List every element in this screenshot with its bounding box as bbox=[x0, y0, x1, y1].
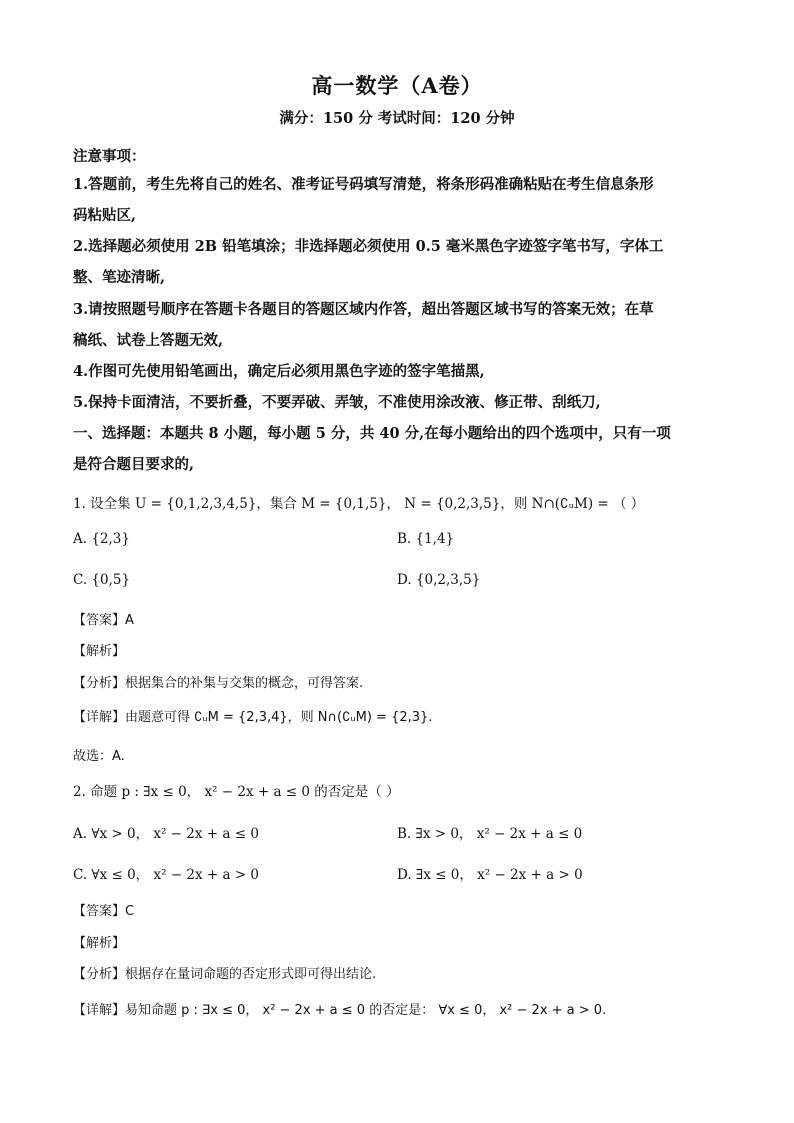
notice-line: 3.请按照题号顺序在答题卡各题目的答题区域内作答，超出答题区域书写的答案无效；在草 bbox=[73, 301, 654, 318]
notice-line: 2.选择题必须使用 2B 铅笔填涂；非选择题必须使用 0.5 毫米黑色字迹签字笔书写，字体工 bbox=[73, 238, 664, 255]
q2-option-a: A. ∀x > 0， x² − 2x + a ≤ 0 bbox=[73, 826, 259, 842]
page-title: 高一数学（A卷） bbox=[311, 73, 483, 98]
question-1-stem: 1. 设全集 U = {0,1,2,3,4,5}，集合 M = {0,1,5}， N = {0,2,3,5}，则 N∩(∁ᵤM) = （ ） bbox=[73, 496, 645, 512]
notice-line: 1.答题前，考生先将自己的姓名、准考证号码填写清楚，将条形码准确粘贴在考生信息条形 bbox=[73, 176, 654, 193]
notice-line: 整、笔迹清晰, bbox=[73, 269, 166, 286]
section-heading: 一、选择题：本题共 8 小题，每小题 5 分，共 40 分,在每小题给出的四个选项中，只有一项 bbox=[73, 425, 671, 442]
q1-xiangjie: 【详解】由题意可得 ∁ᵤM = {2,3,4}，则 N∩(∁ᵤM) = {2,3}. bbox=[73, 710, 433, 725]
q2-option-c: C. ∀x ≤ 0， x² − 2x + a > 0 bbox=[73, 867, 260, 883]
notice-line: 码粘贴区, bbox=[73, 207, 137, 224]
notice-line: 稿纸、试卷上答题无效, bbox=[73, 332, 224, 349]
q1-analysis-label: 【解析】 bbox=[73, 644, 126, 659]
q2-fenxi: 【分析】根据存在量词命题的否定形式即可得出结论. bbox=[73, 967, 377, 982]
q2-option-b: B. ∃x > 0， x² − 2x + a ≤ 0 bbox=[397, 826, 583, 842]
q1-option-c: C. {0,5} bbox=[73, 572, 131, 588]
notice-heading: 注意事项： bbox=[73, 148, 146, 165]
section-heading-cont: 是符合题目要求的, bbox=[73, 456, 195, 473]
notice-line: 4.作图可先使用铅笔画出，确定后必须用黑色字迹的签字笔描黑, bbox=[73, 363, 485, 380]
q2-xiangjie: 【详解】易知命题 p : ∃x ≤ 0， x² − 2x + a ≤ 0 的否定是： ∀x ≤ 0， x² − 2x + a > 0. bbox=[73, 1003, 607, 1018]
q2-analysis-label: 【解析】 bbox=[73, 936, 126, 951]
q1-answer: 【答案】A bbox=[73, 613, 134, 628]
q1-option-d: D. {0,2,3,5} bbox=[397, 572, 481, 588]
q1-option-b: B. {1,4} bbox=[397, 531, 455, 547]
q1-conclusion: 故选：A. bbox=[73, 749, 125, 764]
question-2-stem: 2. 命题 p : ∃x ≤ 0， x² − 2x + a ≤ 0 的否定是（ ） bbox=[73, 784, 400, 800]
notice-line: 5.保持卡面清洁，不要折叠，不要弄破、弄皱，不准使用涂改液、修正带、刮纸刀, bbox=[73, 394, 601, 411]
q2-option-d: D. ∃x ≤ 0， x² − 2x + a > 0 bbox=[397, 867, 583, 883]
q1-option-a: A. {2,3} bbox=[73, 531, 130, 547]
q1-fenxi: 【分析】根据集合的补集与交集的概念，可得答案. bbox=[73, 676, 364, 691]
q2-answer: 【答案】C bbox=[73, 904, 135, 919]
exam-info: 满分：150 分 考试时间：120 分钟 bbox=[279, 110, 515, 127]
